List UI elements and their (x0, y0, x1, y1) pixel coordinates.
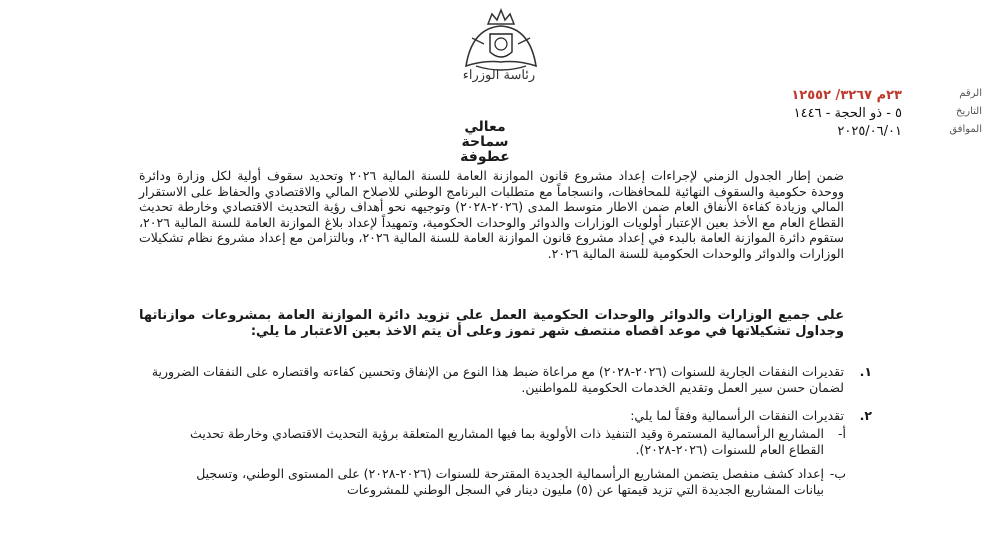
list-item-2 (139, 408, 872, 424)
reference-corresponding-label: الموافق (949, 124, 982, 135)
body-paragraph-2: على جميع الوزارات والدوائر والوحدات الحكومية العمل على تزويد دائرة الموازنة العامة بمشروعات موازناتها وجداول تشكيلاتها في موعد اقصاه منتصف شهر تموز وعلى أن يتم الاخذ بعين الاعتبار ما يلي: (139, 308, 844, 339)
reference-number-row (482, 88, 982, 106)
list-item-1 (139, 364, 872, 395)
salutation-line-2: سماحة (461, 134, 509, 150)
reference-corresponding-row (482, 124, 982, 142)
salutation (440, 120, 530, 165)
reference-date-label: التاريخ (956, 106, 982, 117)
reference-block (482, 88, 982, 142)
reference-corresponding-value: ٢٠٢٥/٠٦/٠١ (837, 124, 902, 139)
reference-number-label: الرقم (959, 88, 982, 99)
reference-number-value: ٢٣م ٣٢٦٧/ ١٢٥٥٢ (791, 88, 902, 103)
sub-item-a (164, 426, 846, 457)
list-item-2-number: ٢. (859, 408, 872, 423)
body-paragraph-1: ضمن إطار الجدول الزمني لإجراءات إعداد مشروع قانون الموازنة العامة للسنة المالية ٢٠٢٦ وتحديد سقوف أولية لكل وزارة ودائرة ووحدة حكومية والسقوف النهائية للمحافظات، وانسجاماً مع متطلبات البرنامج الوطني للاصلاح المالي والاقتصادي والحفاظ على الاستقرار المالي وزيادة كفاءة الأنفاق العام ضمن الاطار متوسط المدى (٢٠٢٦-٢٠٢٨) وتوجيهه نحو أهداف رؤية التحديث الاقتصادي وخارطة تحديث القطاع العام مع الأخذ بعين الإعتبار أولويات الوزارات والدوائر والوحدات الحكومية، وتمهيداً لإعداد بلاغ الموازنة العامة للسنة المالية ٢٠٢٦، ستقوم دائرة الموازنة العامة بالبدء في إعداد مشروع قانون الموازنة العامة للسنة المالية ٢٠٢٦، وبالتزامن مع إعداد مشروع نظام تشكيلات الوزارات والدوائر والوحدات الحكومية للسنة المالية ٢٠٢٦. (139, 168, 844, 261)
sub-item-a-text: المشاريع الرأسمالية المستمرة وقيد التنفيذ ذات الأولوية بما فيها المشاريع المتعلقة برؤية التحديث الاقتصادي وخارطة تحديث القطاع العام للسنوات (٢٠٢٦-٢٠٢٨). (190, 426, 824, 457)
list-item-2-text: تقديرات النفقات الرأسمالية وفقاً لما يلي: (630, 408, 844, 423)
sub-item-b-mark: ب- (829, 466, 846, 481)
reference-date-value: ٥ - ذو الحجة - ١٤٤٦ (793, 106, 902, 121)
salutation-line-1: معالي (464, 119, 506, 135)
sub-item-a-mark: أ- (838, 426, 846, 441)
salutation-line-3: عطوفة (460, 149, 510, 165)
reference-date-row (482, 106, 982, 124)
sub-item-b-text: إعداد كشف منفصل يتضمن المشاريع الرأسمالية الجديدة المقترحة للسنوات (٢٠٢٦-٢٠٢٨) على المستوى الوطني، وتسجيل بيانات المشاريع الجديدة التي تزيد قيمتها عن (٥) مليون دينار في السجل الوطني للمشروعات (196, 466, 824, 497)
list-item-1-text: تقديرات النفقات الجارية للسنوات (٢٠٢٦-٢٠٢٨) مع مراعاة ضبط هذا النوع من الإنفاق وتحسين كفاءته واقتصاره على النفقات الضرورية لضمان حسن سير العمل وتقديم الخدمات الحكومية للمواطنين. (151, 364, 844, 395)
list-item-1-number: ١. (859, 364, 872, 379)
office-name: رئاسة الوزراء (462, 68, 536, 83)
sub-item-b (164, 466, 846, 497)
